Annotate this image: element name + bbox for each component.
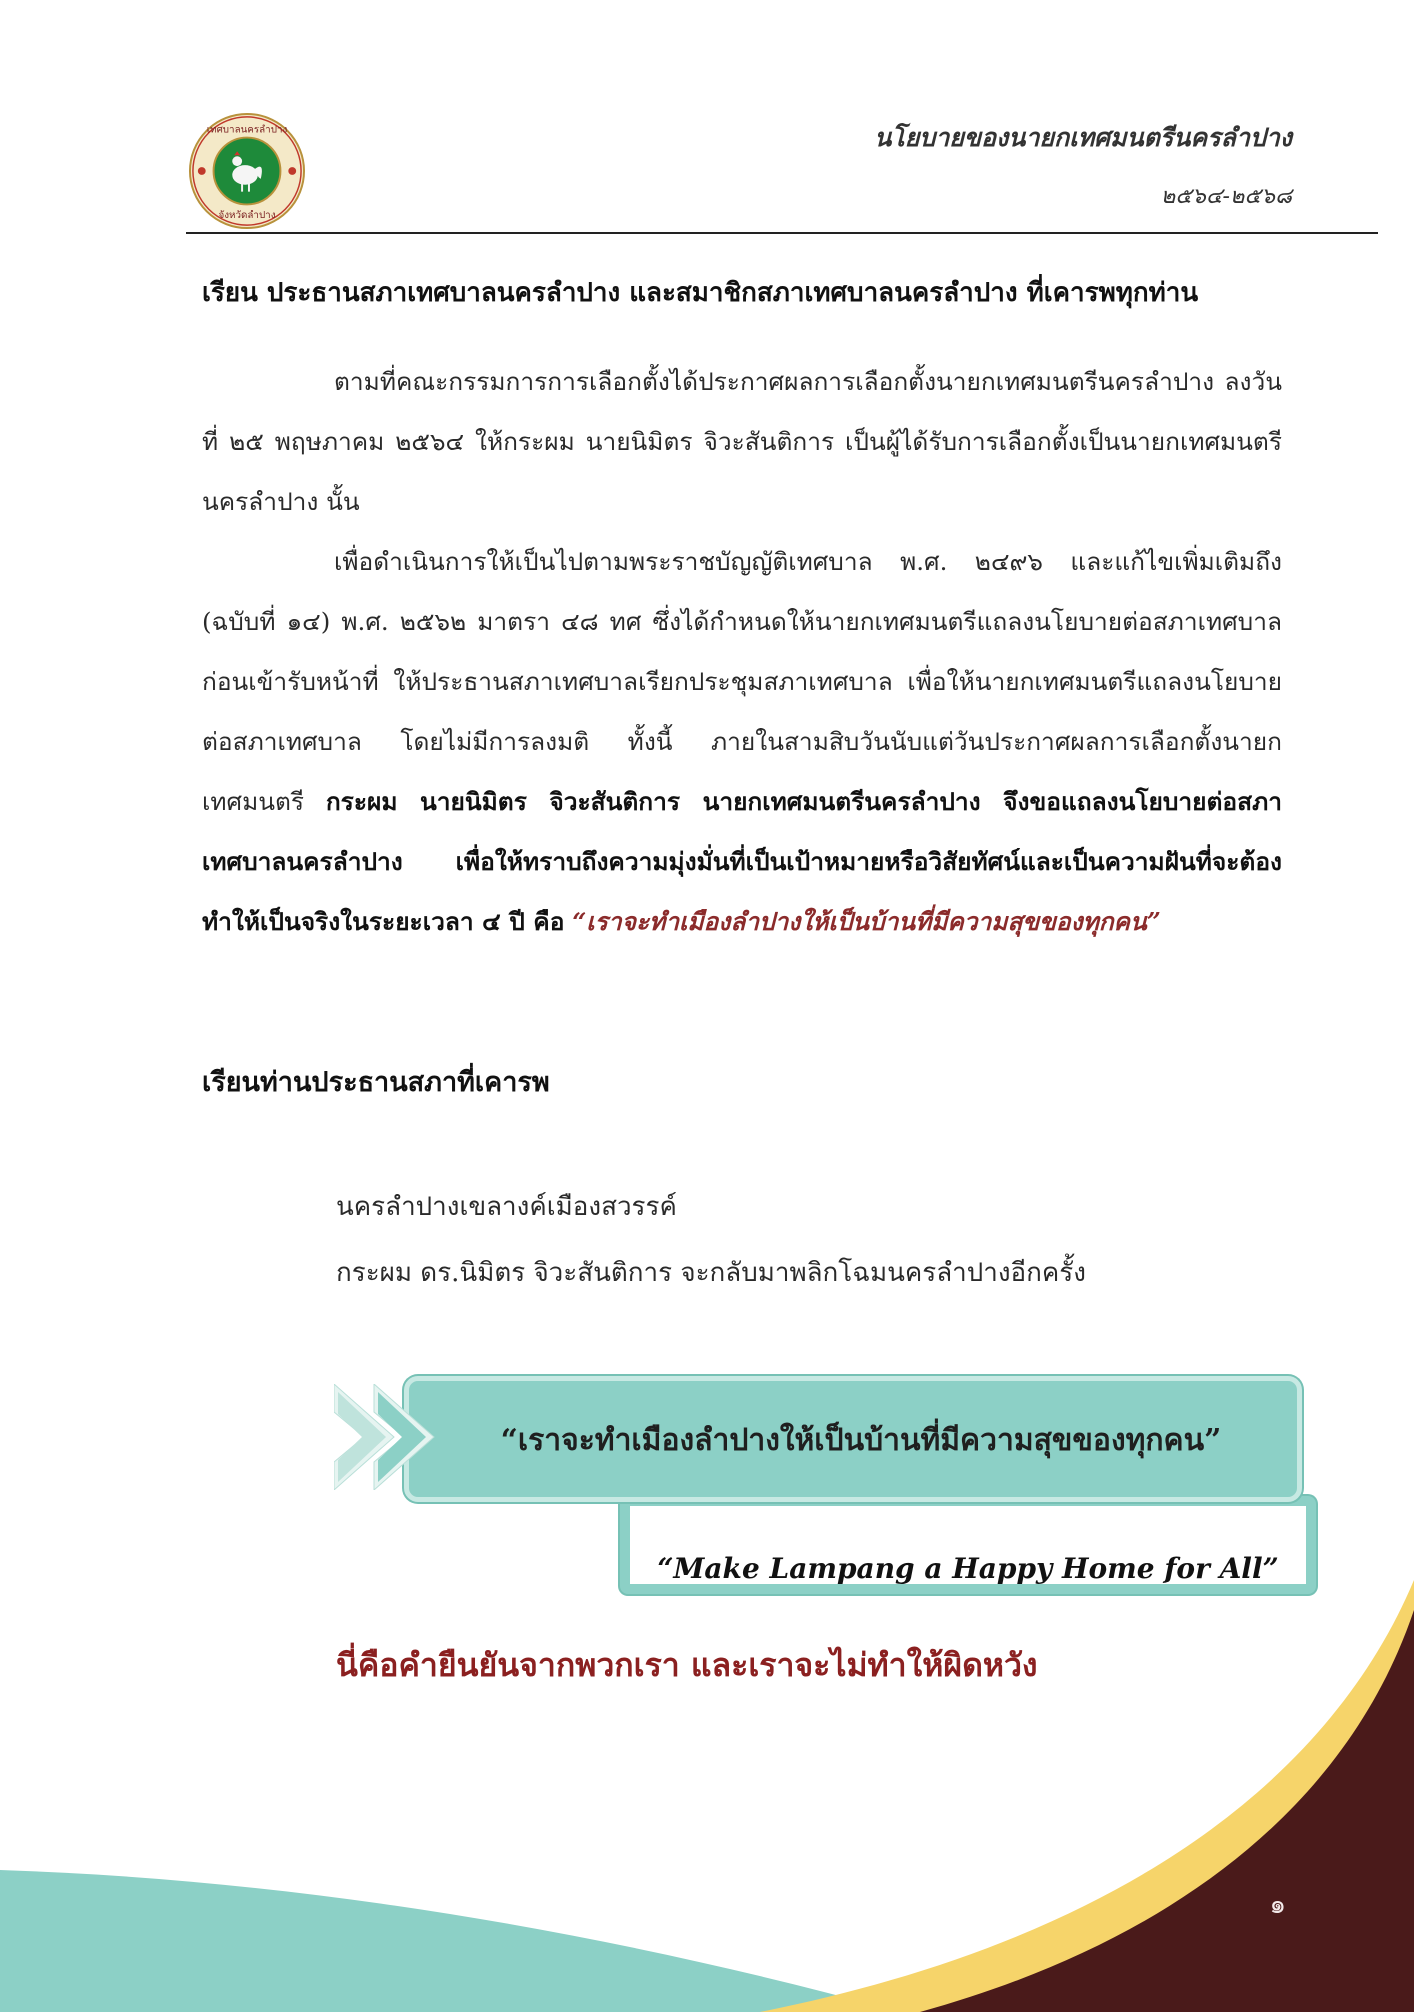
logo-ring-text-top: เทศบาลนครลำปาง [206, 124, 288, 136]
header-divider [186, 232, 1378, 234]
slogan-banner [404, 1376, 1302, 1502]
page-number: ๑ [1269, 1890, 1286, 1920]
slogan-english: “Make Lampang a Happy Home for All” [657, 1552, 1279, 1585]
municipality-logo [188, 112, 306, 230]
document-years: ๒๕๖๔-๒๕๖๘ [1160, 184, 1292, 209]
body-paragraphs [202, 352, 1282, 952]
closing-statement: นี่คือคำยืนยันจากพวกเรา และเราจะไม่ทำให้ผิดหวัง [336, 1646, 1038, 1684]
salutation: เรียน ประธานสภาเทศบาลนครลำปาง และสมาชิกสภาเทศบาลนครลำปาง ที่เคารพทุกท่าน [202, 278, 1199, 308]
paragraph-2-plain: เพื่อดำเนินการให้เป็นไปตามพระราชบัญญัติเทศบาล พ.ศ. ๒๔๙๖ และแก้ไขเพิ่มเติมถึง (ฉบับที่ ๑๔) พ.ศ. ๒๕๖๒ มาตรา ๔๘ ทศ ซึ่งได้กำหนดให้นายกเทศมนตรีแถลงนโยบายต่อสภาเทศบาลก่อนเข้ารับหน้าที่ ให้ประธานสภาเทศบาลเรียกประชุมสภาเทศบาล เพื่อให้นายกเทศมนตรีแถลงนโยบายต่อสภาเทศบาล โดยไม่มีการลงมติ ทั้งนี้ ภายในสามสิบวันนับแต่วันประกาศผลการเลือกตั้งนายกเทศมนตรี [202, 547, 1282, 816]
paragraph-2-bold: กระผม นายนิมิตร จิวะสันติการ นายกเทศมนตรีนครลำปาง จึงขอแถลงนโยบายต่อสภาเทศบาลนครลำปาง เพื่อให้ทราบถึงความมุ่งมั่นที่เป็นเป้าหมายหรือวิสัยทัศน์และเป็นความฝันที่จะต้องทำให้เป็นจริงในระยะเวลา ๔ ปี คือ [202, 787, 1282, 936]
sub-heading: เรียนท่านประธานสภาที่เคารพ [202, 1067, 550, 1098]
logo-ring-text-bottom: จังหวัดลำปาง [218, 210, 276, 222]
slogan-thai: “เราจะทำเมืองลำปางให้เป็นบ้านที่มีความสุขของทุกคน” [500, 1423, 1222, 1458]
paragraph-1: ตามที่คณะกรรมการการเลือกตั้งได้ประกาศผลการเลือกตั้งนายกเทศมนตรีนครลำปาง ลงวันที่ ๒๕ พฤษภาคม ๒๕๖๔ ให้กระผม นายนิมิตร จิวะสันติการ เป็นผู้ได้รับการเลือกตั้งเป็นนายกเทศมนตรีนครลำปาง นั้น [202, 367, 1282, 516]
double-chevron-right-icon [334, 1384, 474, 1490]
poem-line-1: นครลำปางเขลางค์เมืองสวรรค์ [336, 1192, 677, 1222]
teal-swoosh [0, 1870, 900, 2012]
document-title: นโยบายของนายกเทศมนตรีนครลำปาง [874, 123, 1292, 152]
paragraph-2-slogan: “เราจะทำเมืองลำปางให้เป็นบ้านที่มีความสุขของทุกคน” [572, 907, 1161, 936]
poem-line-2: กระผม ดร.นิมิตร จิวะสันติการ จะกลับมาพลิกโฉมนครลำปางอีกครั้ง [336, 1258, 1086, 1288]
slogan-english-box [620, 1496, 1316, 1594]
paragraph-2 [202, 532, 1282, 952]
